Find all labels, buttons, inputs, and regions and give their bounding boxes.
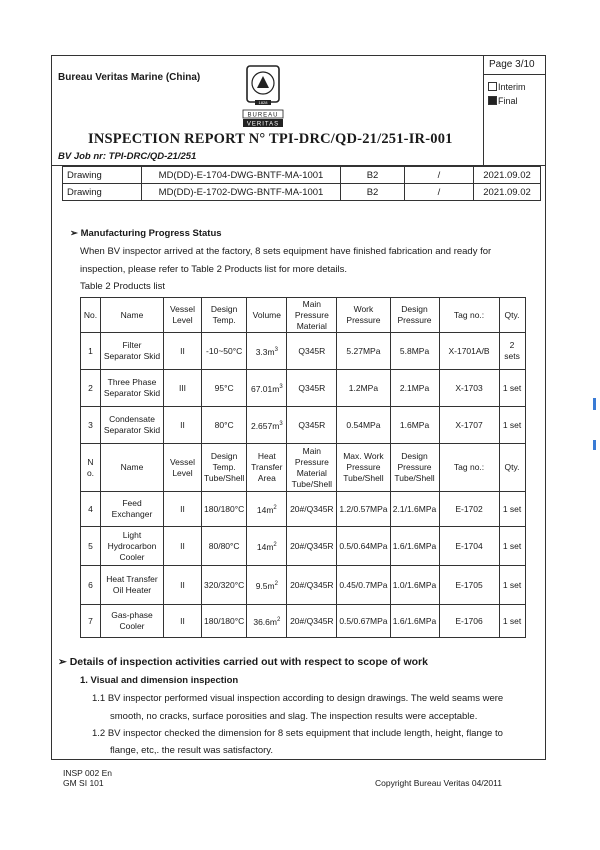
progress-text-1: When BV inspector arrived at the factory, 8 sets equipment have finished fabrication and ready for [80, 246, 492, 257]
report-header [52, 56, 545, 166]
cell-temp: -10~50°C [202, 333, 247, 370]
cell-name: Three Phase Separator Skid [101, 370, 164, 407]
bureau-veritas-logo-icon [235, 64, 291, 136]
scan-mark [593, 440, 596, 450]
drawing-number: MD(DD)-E-1702-DWG-BNTF-MA-1001 [142, 184, 341, 201]
cell-temp: 180/180°C [202, 605, 247, 638]
logo-year: 1828 [258, 100, 268, 105]
col-header: N o. [81, 444, 101, 492]
col-header: Volume [247, 298, 287, 333]
cell-tag: E-1702 [439, 492, 499, 527]
cell-no: 1 [81, 333, 101, 370]
col-header: Main Pressure Material Tube/Shell [287, 444, 337, 492]
footer-insp: INSP 002 En [63, 768, 112, 778]
drawing-rev: B2 [341, 167, 405, 184]
col-header: Max. Work Pressure Tube/Shell [337, 444, 390, 492]
logo-word-veritas: VERITAS [246, 121, 280, 128]
cell-tag: E-1706 [439, 605, 499, 638]
cell-name: Filter Separator Skid [101, 333, 164, 370]
details-subheading: 1. Visual and dimension inspection [80, 675, 239, 686]
page-number: Page 3/10 [489, 59, 535, 70]
job-number: BV Job nr: TPI-DRC/QD-21/251 [58, 151, 197, 162]
cell-volume [247, 370, 287, 407]
cell-material: 20#/Q345R [287, 566, 337, 605]
drawing-number: MD(DD)-E-1704-DWG-BNTF-MA-1001 [142, 167, 341, 184]
volume-value: 67.01m [250, 383, 280, 394]
cell-qty: 1 set [499, 566, 525, 605]
col-header: Tag no.: [439, 298, 499, 333]
progress-heading: ➢ Manufacturing Progress Status [70, 228, 222, 239]
table-caption: Table 2 Products list [80, 281, 166, 292]
cell-area [247, 605, 287, 638]
table-row [81, 370, 526, 407]
cell-area [247, 566, 287, 605]
cell-name: Condensate Separator Skid [101, 407, 164, 444]
table-row [81, 333, 526, 370]
table-header-row [81, 444, 526, 492]
cell-work: 0.5/0.67MPa [337, 605, 390, 638]
table-row [81, 605, 526, 638]
cell-name: Heat Transfer Oil Heater [101, 566, 164, 605]
cell-temp: 80°C [202, 407, 247, 444]
report-title: INSPECTION REPORT N° TPI-DRC/QD-21/251-IR-001 [88, 131, 453, 147]
col-header: Design Temp. [202, 298, 247, 333]
col-header: Design Temp. Tube/Shell [202, 444, 247, 492]
cell-material: 20#/Q345R [287, 605, 337, 638]
drawing-type: Drawing [63, 167, 142, 184]
footer-gm: GM SI 101 [63, 778, 104, 788]
cell-material: 20#/Q345R [287, 527, 337, 566]
company-name: Bureau Veritas Marine (China) [58, 72, 201, 83]
cell-material: Q345R [287, 333, 337, 370]
cell-name: Gas-phase Cooler [101, 605, 164, 638]
cell-tag: E-1704 [439, 527, 499, 566]
volume-exponent: 3 [274, 346, 278, 353]
cell-qty: 1 set [499, 370, 525, 407]
cell-work: 1.2/0.57MPa [337, 492, 390, 527]
cell-design: 1.6MPa [390, 407, 439, 444]
cell-name: Light Hydrocarbon Cooler [101, 527, 164, 566]
cell-design: 1.6/1.6MPa [390, 605, 439, 638]
cell-qty: 1 set [499, 492, 525, 527]
area-value: 9.5m [255, 580, 275, 591]
col-header: No. [81, 298, 101, 333]
cell-design: 5.8MPa [390, 333, 439, 370]
area-value: 14m [256, 504, 274, 515]
area-exponent: 2 [274, 580, 278, 587]
details-heading: ➢ Details of inspection activities carried out with respect to scope of work [58, 656, 428, 668]
progress-text-2: inspection, please refer to Table 2 Products list for more details. [80, 264, 348, 275]
products-table [80, 297, 526, 638]
table-row [81, 407, 526, 444]
cell-no: 6 [81, 566, 101, 605]
col-header: Name [101, 444, 164, 492]
col-header: Work Pressure [337, 298, 390, 333]
drawing-date: 2021.09.02 [474, 184, 541, 201]
cell-temp: 320/320°C [202, 566, 247, 605]
drawing-mark: / [405, 167, 474, 184]
cell-level: II [164, 605, 202, 638]
cell-temp: 180/180°C [202, 492, 247, 527]
cell-qty: 1 set [499, 527, 525, 566]
cell-temp: 80/80°C [202, 527, 247, 566]
table-row [81, 492, 526, 527]
details-paragraph-1b: smooth, no cracks, surface porosities and slag. The inspection results were acceptable. [110, 711, 478, 722]
area-exponent: 2 [273, 541, 277, 548]
cell-material: 20#/Q345R [287, 492, 337, 527]
table-row [81, 566, 526, 605]
area-value: 36.6m [253, 616, 277, 627]
cell-level: II [164, 566, 202, 605]
col-header: Tag no.: [439, 444, 499, 492]
cell-no: 5 [81, 527, 101, 566]
col-header: Qty. [499, 298, 525, 333]
col-header: Vessel Level [164, 444, 202, 492]
table-row [63, 167, 541, 184]
cell-no: 4 [81, 492, 101, 527]
drawing-rev: B2 [341, 184, 405, 201]
area-exponent: 2 [273, 504, 277, 511]
cell-area [247, 492, 287, 527]
volume-exponent: 3 [279, 420, 283, 427]
cell-qty: 1 set [499, 605, 525, 638]
cell-level: II [164, 492, 202, 527]
cell-no: 3 [81, 407, 101, 444]
cell-volume [247, 333, 287, 370]
cell-material: Q345R [287, 370, 337, 407]
interim-checkbox [488, 82, 526, 92]
cell-tag: X-1707 [439, 407, 499, 444]
cell-design: 2.1/1.6MPa [390, 492, 439, 527]
details-paragraph-1a: 1.1 BV inspector performed visual inspection according to design drawings. The weld seams were [92, 693, 504, 704]
cell-qty: 2 sets [499, 333, 525, 370]
cell-tag: X-1703 [439, 370, 499, 407]
cell-level: II [164, 407, 202, 444]
drawing-type: Drawing [63, 184, 142, 201]
scan-mark [593, 398, 596, 410]
interim-label: Interim [498, 82, 526, 92]
table-row [63, 184, 541, 201]
cell-work: 0.5/0.64MPa [337, 527, 390, 566]
cell-level: II [164, 333, 202, 370]
col-header: Qty. [499, 444, 525, 492]
cell-level: II [164, 527, 202, 566]
cell-tag: X-1701A/B [439, 333, 499, 370]
cell-level: III [164, 370, 202, 407]
table-row [81, 527, 526, 566]
cell-qty: 1 set [499, 407, 525, 444]
drawings-table [62, 166, 541, 201]
table-header-row [81, 298, 526, 333]
cell-tag: E-1705 [439, 566, 499, 605]
cell-work: 5.27MPa [337, 333, 390, 370]
drawing-mark: / [405, 184, 474, 201]
cell-name: Feed Exchanger [101, 492, 164, 527]
cell-temp: 95°C [202, 370, 247, 407]
final-label: Final [498, 96, 518, 106]
cell-area [247, 527, 287, 566]
drawing-date: 2021.09.02 [474, 167, 541, 184]
volume-value: 2.657m [250, 420, 280, 431]
cell-no: 7 [81, 605, 101, 638]
col-header: Name [101, 298, 164, 333]
area-value: 14m [256, 541, 274, 552]
interim-box-icon [488, 82, 497, 91]
volume-value: 3.3m [255, 346, 275, 357]
cell-no: 2 [81, 370, 101, 407]
logo-word-bureau: BUREAU [247, 112, 279, 119]
cell-material: Q345R [287, 407, 337, 444]
cell-design: 1.6/1.6MPa [390, 527, 439, 566]
col-header: Heat Transfer Area [247, 444, 287, 492]
cell-work: 0.45/0.7MPa [337, 566, 390, 605]
cell-volume [247, 407, 287, 444]
final-box-icon [488, 96, 497, 105]
col-header: Vessel Level [164, 298, 202, 333]
cell-design: 2.1MPa [390, 370, 439, 407]
col-header: Design Pressure [390, 298, 439, 333]
final-checkbox [488, 96, 518, 106]
page-box [483, 56, 546, 165]
cell-work: 1.2MPa [337, 370, 390, 407]
col-header: Main Pressure Material [287, 298, 337, 333]
area-exponent: 2 [276, 616, 281, 623]
cell-design: 1.0/1.6MPa [390, 566, 439, 605]
details-paragraph-2a: 1.2 BV inspector checked the dimension for 8 sets equipment that include length, height, flange to [92, 728, 503, 739]
cell-work: 0.54MPa [337, 407, 390, 444]
col-header: Design Pressure Tube/Shell [390, 444, 439, 492]
footer-copyright: Copyright Bureau Veritas 04/2011 [375, 778, 502, 788]
details-paragraph-2b: flange, etc,. the result was satisfactory. [110, 745, 273, 756]
volume-exponent: 3 [279, 383, 283, 390]
